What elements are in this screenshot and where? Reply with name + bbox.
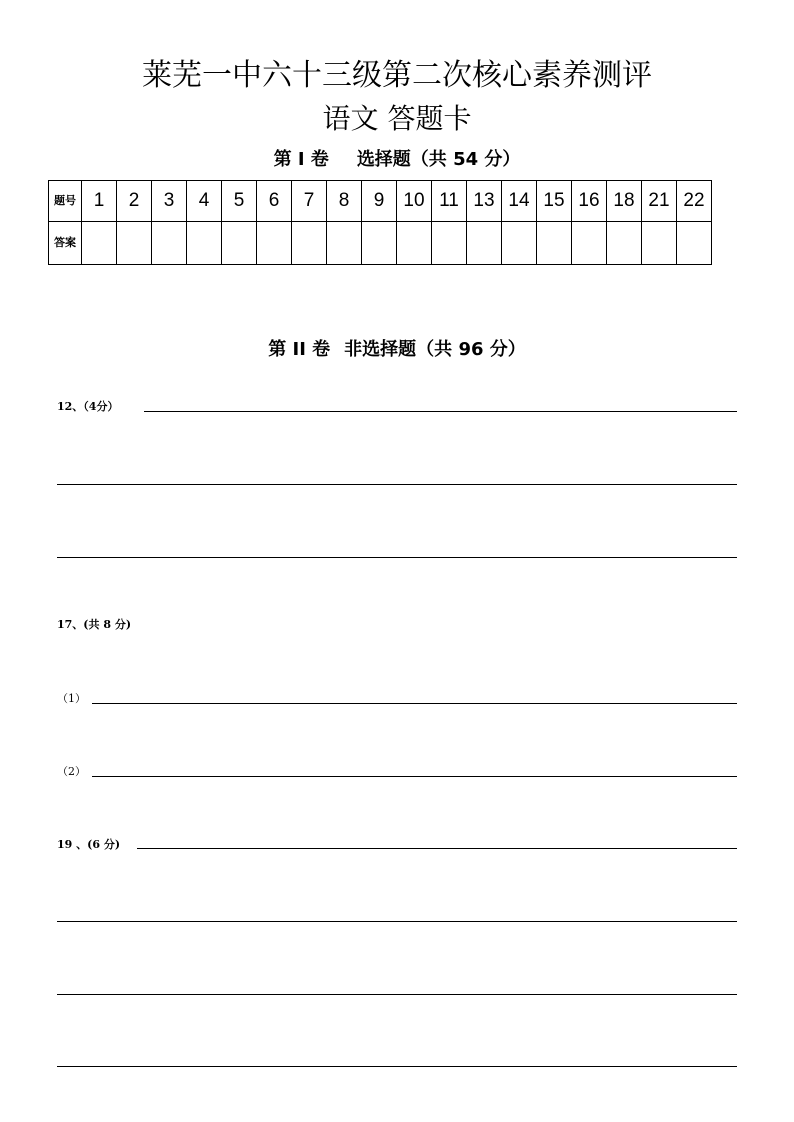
answer-box[interactable]	[222, 222, 257, 265]
section-1-title: 选择题（共 54 分）	[356, 149, 521, 170]
exam-title: 莱芜一中六十三级第二次核心素养测评	[142, 58, 652, 93]
answer-box[interactable]	[432, 222, 467, 265]
answer-line-q12-1[interactable]	[144, 411, 737, 412]
answer-box[interactable]	[537, 222, 572, 265]
question-number: 3	[152, 181, 187, 222]
answer-line-q12-3[interactable]	[57, 557, 737, 558]
question-number: 2	[117, 181, 152, 222]
section-1-heading	[0, 147, 794, 173]
answer-sheet-subtitle: 语文 答题卡	[322, 102, 472, 135]
answer-line-q19-4[interactable]	[57, 1066, 737, 1067]
question-number: 8	[327, 181, 362, 222]
question-number: 4	[187, 181, 222, 222]
answer-line-q19-3[interactable]	[57, 994, 737, 995]
question-number: 1	[82, 181, 117, 222]
answer-box[interactable]	[677, 222, 712, 265]
answer-box[interactable]	[467, 222, 502, 265]
section-2-heading	[0, 337, 794, 363]
answer-line-q19-1[interactable]	[137, 848, 737, 849]
question-number: 15	[537, 181, 572, 222]
answer-box[interactable]	[397, 222, 432, 265]
answer-box[interactable]	[327, 222, 362, 265]
question-12-label: 12、（4分）	[57, 400, 119, 413]
choice-answer-grid	[48, 180, 712, 265]
question-number: 21	[642, 181, 677, 222]
answer-box[interactable]	[82, 222, 117, 265]
answer-box[interactable]	[502, 222, 537, 265]
question-number: 14	[502, 181, 537, 222]
answer-box[interactable]	[257, 222, 292, 265]
question-number: 5	[222, 181, 257, 222]
question-number: 22	[677, 181, 712, 222]
question-17-1-label: （1）	[57, 692, 86, 705]
answer-line-q12-2[interactable]	[57, 484, 737, 485]
question-number-row	[49, 181, 712, 222]
answer-line-q17-1[interactable]	[92, 703, 737, 704]
row-header-answer: 答案	[49, 222, 82, 265]
section-2-title: 非选择题（共 96 分）	[344, 339, 526, 360]
section-1-label: 第 I 卷	[273, 149, 329, 170]
question-number: 13	[467, 181, 502, 222]
answer-box[interactable]	[362, 222, 397, 265]
answer-box[interactable]	[572, 222, 607, 265]
question-17-label: 17、(共 8 分)	[57, 618, 132, 631]
question-number: 16	[572, 181, 607, 222]
answer-box[interactable]	[642, 222, 677, 265]
answer-box[interactable]	[292, 222, 327, 265]
answer-box[interactable]	[117, 222, 152, 265]
question-number: 9	[362, 181, 397, 222]
answer-box[interactable]	[607, 222, 642, 265]
answer-box[interactable]	[187, 222, 222, 265]
question-number: 6	[257, 181, 292, 222]
answer-box[interactable]	[152, 222, 187, 265]
section-2-label: 第 II 卷	[268, 339, 331, 360]
question-number: 10	[397, 181, 432, 222]
answer-row	[49, 222, 712, 265]
question-number: 7	[292, 181, 327, 222]
row-header-question-no: 题号	[49, 181, 82, 222]
question-17-2-label: （2）	[57, 765, 86, 778]
question-19-label: 19 、(6 分)	[57, 838, 121, 851]
answer-line-q19-2[interactable]	[57, 921, 737, 922]
question-number: 18	[607, 181, 642, 222]
answer-line-q17-2[interactable]	[92, 776, 737, 777]
question-number: 11	[432, 181, 467, 222]
